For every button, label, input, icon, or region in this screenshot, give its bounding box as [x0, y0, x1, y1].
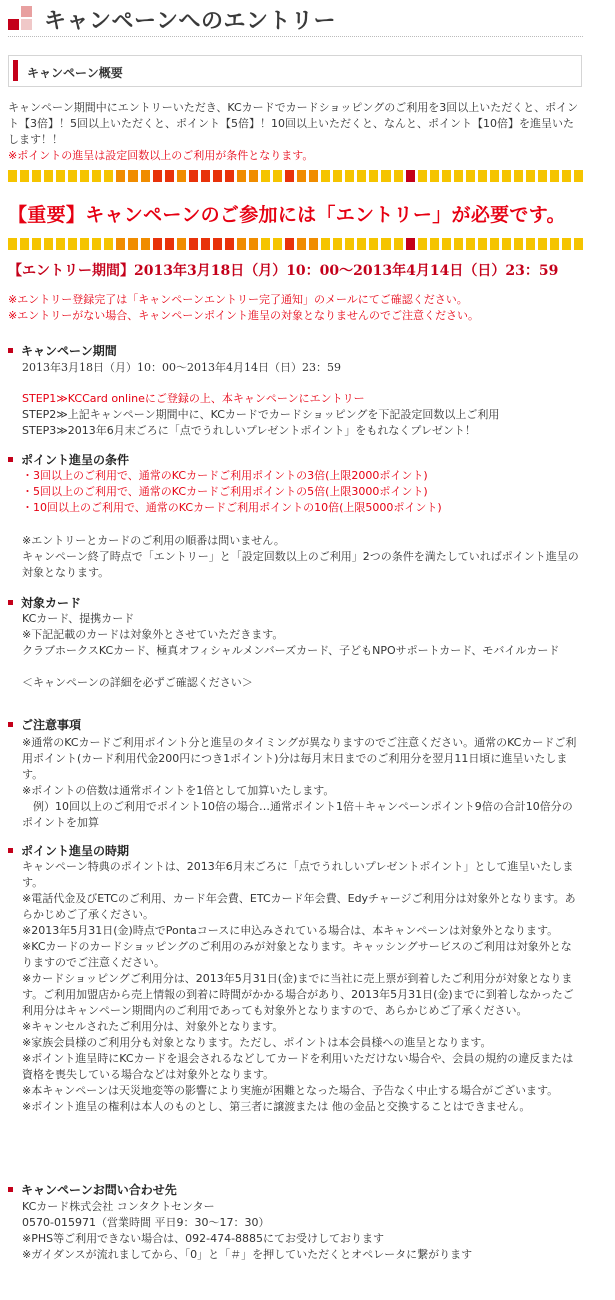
timing-item: ※キャンセルされたご利用分は、対象外となります。: [22, 1020, 284, 1033]
intro-text: キャンペーン期間中にエントリーいただき、KCカードでカードショッピングのご利用を3回以上いただくと、ポイント【3倍】！5回以上いただくと、ポイント【5倍】！10回以上いただくと、なんと、ポイント【10倍】を進呈いたします！！: [8, 101, 579, 146]
bullet-icon: [8, 457, 13, 462]
stripe-block: [8, 170, 17, 182]
stripe-block: [116, 238, 125, 250]
entry-period: 【エントリー期間】2013年3月18日（月）10：00〜2013年4月14日（日）23：59: [8, 263, 559, 279]
stripe-block: [249, 238, 258, 250]
stripe-block: [141, 238, 150, 250]
stripe-block: [466, 170, 475, 182]
stripe-block: [430, 170, 439, 182]
section-box-title: キャンペーン概要: [27, 66, 123, 80]
stripe-block: [381, 170, 390, 182]
stripe-block: [321, 170, 330, 182]
timing-item: ※KCカードのカードショッピングのご利用のみが対象となります。キャッシングサービスのご利用は対象外となりますのでご注意ください。: [22, 940, 572, 969]
section-bar-icon: [13, 60, 18, 81]
caution-item: 例）10回以上のご利用でポイント10倍の場合…通常ポイント1倍＋キャンペーンポイント9倍の合計10倍分のポイントを加算: [22, 800, 573, 829]
stripe-block: [369, 238, 378, 250]
stripe-block: [237, 238, 246, 250]
stripe-block: [538, 238, 547, 250]
stripe-block: [406, 170, 415, 182]
timing-item: ※2013年5月31日(金)時点でPontaコースに申込みされている場合は、本キャンペーンは対象外となります。: [22, 924, 559, 937]
stripe-block: [177, 170, 186, 182]
stripe-block: [44, 238, 53, 250]
stripe-block: [466, 238, 475, 250]
condition-note: ※エントリーとカードのご利用の順番は問いません。: [22, 534, 285, 547]
intro-note: ※ポイントの進呈は設定回数以上のご利用が条件となります。: [8, 149, 314, 162]
section-heading-timing: ポイント進呈の時期: [8, 842, 129, 859]
stripe-block: [562, 238, 571, 250]
page-header: [0, 0, 615, 34]
caution-item: ※通常のKCカードご利用ポイント分と進呈のタイミングが異なりますのでご注意ください。通常のKCカードご利用ポイント(カード利用代金200円につき1ポイント)分は毎月末日までのご利用分を翌月11日頃に進呈いたします。: [22, 736, 577, 781]
important-notice: 【重要】キャンペーンのご参加には「エントリー」が必要です。: [8, 204, 566, 226]
condition-item: ・3回以上のご利用で、通常のKCカードご利用ポイントの3倍(上限2000ポイント): [22, 469, 428, 482]
conditions-notes: [22, 533, 582, 581]
section-body-cards: [22, 611, 582, 691]
intro-block: [8, 100, 583, 164]
stripe-block: [418, 238, 427, 250]
stripe-block: [490, 238, 499, 250]
stripe-block: [128, 170, 137, 182]
bullet-icon: [8, 348, 13, 353]
stripe-block: [562, 170, 571, 182]
stripe-block: [309, 238, 318, 250]
stripe-block: [273, 170, 282, 182]
stripe-block: [309, 170, 318, 182]
stripe-block: [225, 170, 234, 182]
timing-item: ※ポイント進呈の権利は本人のものとし、第三者に譲渡または 他の金品と交換することはできません。: [22, 1100, 531, 1113]
stripe-block: [430, 238, 439, 250]
stripe-block: [213, 170, 222, 182]
section-heading-cards: 対象カード: [8, 594, 81, 611]
steps-list: [22, 391, 582, 439]
stripe-block: [56, 170, 65, 182]
entry-note: ※エントリーがない場合、キャンペーンポイント進呈の対象となりませんのでご注意ください。: [8, 309, 479, 322]
stripe-block: [32, 238, 41, 250]
stripe-block: [80, 170, 89, 182]
stripe-block: [201, 170, 210, 182]
stripe-block: [141, 170, 150, 182]
stripe-block: [44, 170, 53, 182]
stripe-block: [273, 238, 282, 250]
entry-notes: [8, 292, 583, 324]
stripe-block: [68, 170, 77, 182]
stripe-block: [502, 170, 511, 182]
step-item: STEP1≫KCCard onlineにご登録の上、本キャンペーンにエントリー: [22, 392, 365, 405]
stripe-block: [285, 238, 294, 250]
stripe-block: [394, 238, 403, 250]
stripe-block: [454, 238, 463, 250]
stripe-block: [20, 170, 29, 182]
stripe-block: [574, 170, 583, 182]
contact-alt-phone: ※PHS等ご利用できない場合は、092-474-8885にてお受けしております: [22, 1232, 385, 1245]
section-body-contact: [22, 1199, 582, 1263]
timing-item: ※家族会員様のご利用分も対象となります。ただし、ポイントは本会員様への進呈となります。: [22, 1036, 492, 1049]
bullet-icon: [8, 848, 13, 853]
contact-phone[interactable]: 0570-015971（営業時間 平日9：30〜17：30）: [22, 1216, 270, 1229]
header-divider: [8, 36, 583, 37]
stripe-block: [104, 238, 113, 250]
period-line: 2013年3月18日（月）10：00〜2013年4月14日（日）23：59: [22, 361, 341, 374]
stripe-block: [153, 238, 162, 250]
bullet-icon: [8, 722, 13, 727]
stripe-block: [406, 238, 415, 250]
stripe-block: [201, 238, 210, 250]
condition-item: ・5回以上のご利用で、通常のKCカードご利用ポイントの5倍(上限3000ポイント): [22, 485, 428, 498]
stripe-block: [261, 238, 270, 250]
timing-item: ※電話代金及びETCのご利用、カード年会費、ETCカード年会費、Edyチャージご利用分は対象外となります。あらかじめご了承ください。: [22, 892, 576, 921]
stripe-block: [357, 170, 366, 182]
stripe-block: [502, 238, 511, 250]
section-heading-contact: キャンペーンお問い合わせ先: [8, 1181, 177, 1198]
stripe-block: [165, 170, 174, 182]
stripe-block: [128, 238, 137, 250]
section-body-cautions: [22, 735, 582, 831]
bullet-icon: [8, 600, 13, 605]
stripe-block: [574, 238, 583, 250]
stripe-block: [116, 170, 125, 182]
decorative-stripe-bottom: [8, 238, 583, 250]
stripe-block: [381, 238, 390, 250]
stripe-block: [333, 238, 342, 250]
section-body-period: [22, 360, 582, 376]
step-item: STEP2≫上記キャンペーン期間中に、KCカードでカードショッピングを下記設定回数以上ご利用: [22, 408, 500, 421]
section-heading-cautions: ご注意事項: [8, 716, 81, 733]
stripe-block: [20, 238, 29, 250]
section-body-conditions: [22, 468, 582, 516]
stripe-block: [394, 170, 403, 182]
stripe-block: [526, 238, 535, 250]
stripe-block: [345, 170, 354, 182]
caution-item: ※ポイントの倍数は通常ポイントを1倍として加算いたします。: [22, 784, 335, 797]
section-heading-period: キャンペーン期間: [8, 342, 117, 359]
stripe-block: [369, 170, 378, 182]
stripe-block: [189, 238, 198, 250]
step-item: STEP3≫2013年6月末ごろに「点でうれしいプレゼントポイント」をもれなくプレゼント！: [22, 424, 476, 437]
stripe-block: [442, 238, 451, 250]
timing-item: ※本キャンペーンは天災地変等の影響により実施が困難となった場合、予告なく中止する場合がございます。: [22, 1084, 559, 1097]
timing-item: ※カードショッピングご利用分は、2013年5月31日(金)までに当社に売上票が到着したご利用分が対象となります。ご利用加盟店から売上情報の到着に時間がかかる場合があり、2013年5月31日(金)までに到着しなかったご利用分はキャンペーン期間内のご利用であっても対象外となりますので、あらかじめご了承ください。: [22, 972, 574, 1017]
stripe-block: [104, 170, 113, 182]
campaign-detail-link[interactable]: ＜キャンペーンの詳細を必ずご確認ください＞: [22, 676, 253, 689]
stripe-block: [442, 170, 451, 182]
stripe-block: [478, 170, 487, 182]
page-title: キャンペーンへのエントリー: [44, 9, 337, 34]
stripe-block: [297, 238, 306, 250]
stripe-block: [153, 170, 162, 182]
stripe-block: [92, 170, 101, 182]
stripe-block: [454, 170, 463, 182]
contact-company: KCカード株式会社 コンタクトセンター: [22, 1200, 215, 1213]
card-line: [22, 659, 582, 675]
stripe-block: [213, 238, 222, 250]
stripe-block: [538, 170, 547, 182]
card-line: KCカード、提携カード: [22, 612, 135, 625]
stripe-block: [189, 170, 198, 182]
stripe-block: [177, 238, 186, 250]
stripe-block: [345, 238, 354, 250]
stripe-block: [478, 238, 487, 250]
condition-item: ・10回以上のご利用で、通常のKCカードご利用ポイントの10倍(上限5000ポイント): [22, 501, 442, 514]
stripe-block: [56, 238, 65, 250]
stripe-block: [165, 238, 174, 250]
section-heading-conditions: ポイント進呈の条件: [8, 451, 129, 468]
condition-note: キャンペーン終了時点で「エントリー」と「設定回数以上のご利用」2つの条件を満たしていればポイント進呈の対象となります。: [22, 550, 579, 579]
stripe-block: [514, 238, 523, 250]
stripe-block: [261, 170, 270, 182]
decorative-stripe-top: [8, 170, 583, 182]
stripe-block: [237, 170, 246, 182]
stripe-block: [357, 238, 366, 250]
timing-item: キャンペーン特典のポイントは、2013年6月末ごろに「点でうれしいプレゼントポイント」として進呈いたします。: [22, 860, 574, 889]
stripe-block: [418, 170, 427, 182]
stripe-block: [490, 170, 499, 182]
section-body-timing: [22, 859, 582, 1115]
stripe-block: [249, 170, 258, 182]
stripe-block: [297, 170, 306, 182]
stripe-block: [550, 170, 559, 182]
stripe-block: [285, 170, 294, 182]
stripe-block: [225, 238, 234, 250]
bullet-icon: [8, 1187, 13, 1192]
stripe-block: [321, 238, 330, 250]
card-line: ※下記記載のカードは対象外とさせていただきます。: [22, 628, 284, 641]
stripe-block: [80, 238, 89, 250]
section-box-overview: [8, 55, 582, 87]
entry-note: ※エントリー登録完了は「キャンペーンエントリー完了通知」のメールにてご確認ください。: [8, 293, 468, 306]
stripe-block: [514, 170, 523, 182]
contact-guidance: ※ガイダンスが流れましてから、「0」と「＃」を押していただくとオペレータに繋がります: [22, 1248, 473, 1261]
stripe-block: [333, 170, 342, 182]
stripe-block: [92, 238, 101, 250]
timing-item: ※ポイント進呈時にKCカードを退会されるなどしてカードを利用いただけない場合や、会員の規約の違反または資格を喪失している場合などは対象外となります。: [22, 1052, 574, 1081]
stripe-block: [550, 238, 559, 250]
header-square-icon: [8, 6, 32, 30]
stripe-block: [68, 238, 77, 250]
stripe-block: [526, 170, 535, 182]
card-line: クラブホークスKCカード、極真オフィシャルメンバーズカード、子どもNPOサポートカード、モバイルカード: [22, 644, 560, 657]
stripe-block: [32, 170, 41, 182]
stripe-block: [8, 238, 17, 250]
